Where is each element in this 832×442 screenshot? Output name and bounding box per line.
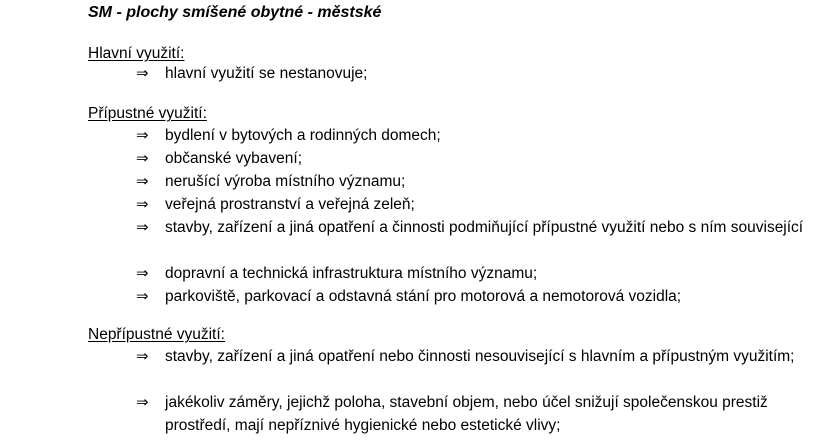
- list-item-text: občanské vybavení;: [165, 150, 303, 167]
- list-item-text: bydlení v bytových a rodinných domech;: [165, 127, 441, 144]
- arrow-icon: ⇒: [136, 126, 149, 144]
- list-item-text: stavby, zařízení a jiná opatření nebo činnosti nesouvisející s hlavním a přípustným využitím;: [165, 348, 795, 365]
- section-heading-main-use: Hlavní využití:: [88, 45, 185, 62]
- list-item: [136, 391, 816, 437]
- list-item: [136, 193, 816, 216]
- document-title: SM - plochy smíšené obytné - městské: [88, 4, 382, 21]
- list-item: [136, 262, 816, 285]
- section-heading-prohibited-use: Nepřípustné využití:: [88, 326, 225, 343]
- list-item: [136, 62, 816, 85]
- list-item: [136, 216, 816, 239]
- arrow-icon: ⇒: [136, 195, 149, 213]
- arrow-icon: ⇒: [136, 172, 149, 190]
- section-heading-permitted-use: Přípustné využití:: [88, 105, 207, 122]
- list-item-text: jakékoliv záměry, jejichž poloha, stavební objem, nebo účel snižují společenskou prestiž prostředí, mají nepříznivé hygienické nebo estetické vlivy;: [165, 394, 768, 434]
- list-item-text: parkoviště, parkovací a odstavná stání pro motorová a nemotorová vozidla;: [165, 288, 682, 305]
- list-item: [136, 285, 816, 308]
- list-item-text: hlavní využití se nestanovuje;: [165, 65, 368, 82]
- arrow-icon: ⇒: [136, 287, 149, 305]
- list-item: [136, 124, 816, 147]
- list-item-text: stavby, zařízení a jiná opatření a činnosti podmiňující přípustné využití nebo s ním související: [165, 219, 804, 236]
- arrow-icon: ⇒: [136, 218, 149, 236]
- list-item-text: dopravní a technická infrastruktura místního významu;: [165, 265, 538, 282]
- list-item: [136, 345, 816, 368]
- arrow-icon: ⇒: [136, 64, 149, 82]
- list-item: [136, 170, 816, 193]
- arrow-icon: ⇒: [136, 149, 149, 167]
- arrow-icon: ⇒: [136, 264, 149, 282]
- list-item-text: nerušící výroba místního významu;: [165, 173, 406, 190]
- arrow-icon: ⇒: [136, 393, 149, 411]
- list-item: [136, 147, 816, 170]
- arrow-icon: ⇒: [136, 347, 149, 365]
- list-item-text: veřejná prostranství a veřejná zeleň;: [165, 196, 415, 213]
